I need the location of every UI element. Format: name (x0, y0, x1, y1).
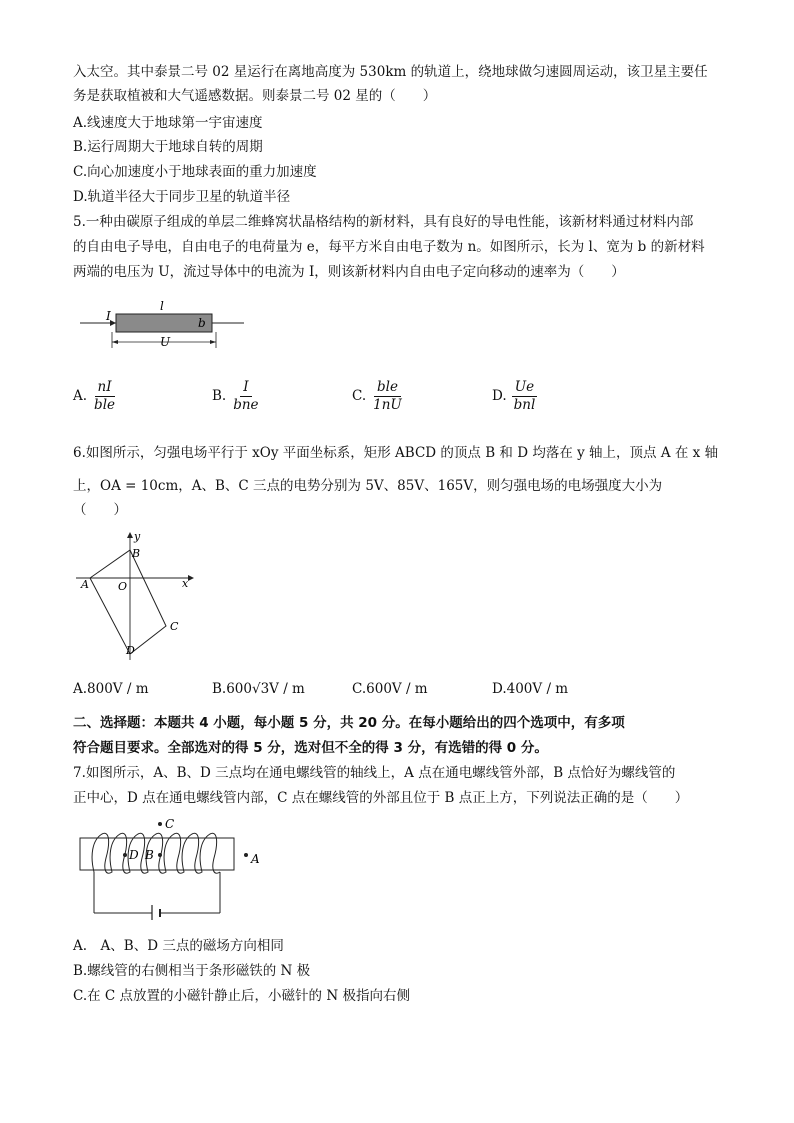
q6-stem-line-2: 上，OA = 10cm，A、B、C 三点的电势分别为 5V、85V、165V，则匀强电场的电场强度大小为 (73, 478, 663, 494)
intro-line-2: 务是获取植被和大气遥感数据。则泰景二号 02 星的（ ） (73, 88, 437, 104)
q6-stem-line-1: 6.如图所示，匀强电场平行于 xOy 平面坐标系，矩形 ABCD 的顶点 B 和 D 均落在 y 轴上，顶点 A 在 x 轴 (73, 445, 719, 461)
q6-label-y: y (134, 530, 141, 543)
q6-label-O: O (118, 580, 128, 593)
intro-line-1: 入太空。其中泰景二号 02 星运行在离地高度为 530km 的轨道上，绕地球做匀速圆周运动，该卫星主要任 (73, 64, 708, 80)
q6-rectangle-figure (70, 530, 200, 665)
q7-label-A: A (251, 852, 260, 866)
q5-label-length: l (160, 299, 164, 313)
q5-label-width: b (198, 316, 206, 330)
q5-option-b: B. $\frac{I}{\text{bne}}$ (212, 379, 259, 413)
q7-stem-line-1: 7.如图所示，A、B、D 三点均在通电螺线管的轴线上，A 点在通电螺线管外部，B 点恰好为螺线管的 (73, 765, 676, 781)
q6-option-c: C.600V / m (352, 681, 428, 697)
q4-option-b: B.运行周期大于地球自转的周期 (73, 139, 263, 155)
q5-option-c: C. $\frac{\text{ble}}{1nU}$ (352, 379, 402, 413)
q7-solenoid-figure (70, 814, 270, 920)
q5-stem-line-1: 5.一种由碳原子组成的单层二维蜂窝状晶格结构的新材料，具有良好的导电性能，该新材料通过材料内部 (73, 214, 694, 230)
q5-label-voltage: U (160, 335, 171, 349)
q6-option-b: B.600√3V / m (212, 681, 305, 697)
q5-option-a: A. $\frac{nI}{\text{ble}}$ (73, 379, 115, 413)
q5-label-current: I (106, 309, 111, 323)
q6-label-x: x (182, 577, 189, 590)
q7-stem-line-2: 正中心，D 点在通电螺线管内部，C 点在螺线管的外部且位于 B 点正上方，下列说法正确的是（ ） (73, 790, 689, 806)
section-2-header-line-1: 二、选择题：本题共 4 小题，每小题 5 分，共 20 分。在每小题给出的四个选项中，有多项 (73, 715, 625, 731)
q4-option-c: C.向心加速度小于地球表面的重力加速度 (73, 164, 317, 180)
q6-label-C: C (170, 620, 179, 633)
q5-option-d: D. $\frac{Ue}{\text{bnl}}$ (492, 379, 536, 413)
q7-label-B: B (145, 848, 154, 862)
q6-label-A: A (81, 578, 89, 591)
q6-option-a: A.800V / m (73, 681, 149, 697)
q7-label-C: C (165, 817, 175, 831)
q6-stem-line-3: （ ） (73, 502, 127, 518)
q4-option-a: A.线速度大于地球第一宇宙速度 (73, 115, 263, 131)
q5-conductor-figure (70, 296, 250, 352)
section-2-header-line-2: 符合题目要求。全部选对的得 5 分，选对但不全的得 3 分，有选错的得 0 分。 (73, 740, 548, 756)
q5-stem-line-2: 的自由电子导电，自由电子的电荷量为 e，每平方米自由电子数为 n。如图所示，长为 l、宽为 b 的新材料 (73, 239, 705, 255)
q7-option-a: A. A、B、D 三点的磁场方向相同 (73, 938, 284, 954)
q7-label-D: D (129, 848, 139, 862)
q7-option-b: B.螺线管的右侧相当于条形磁铁的 N 极 (73, 963, 311, 979)
q7-option-c: C.在 C 点放置的小磁针静止后，小磁针的 N 极指向右侧 (73, 988, 410, 1004)
q5-stem-line-3: 两端的电压为 U，流过导体中的电流为 I，则该新材料内自由电子定向移动的速率为（ ） (73, 264, 625, 280)
q6-option-d: D.400V / m (492, 681, 569, 697)
q6-label-D: D (126, 644, 135, 657)
q6-label-B: B (132, 547, 141, 560)
q4-option-d: D.轨道半径大于同步卫星的轨道半径 (73, 189, 291, 205)
